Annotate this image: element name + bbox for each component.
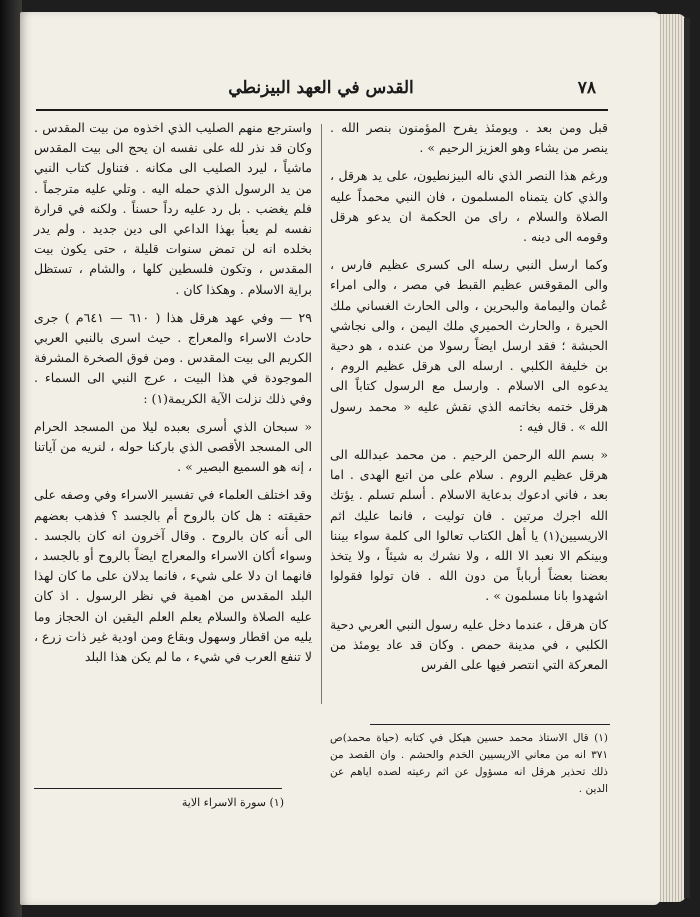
left-page-edge <box>0 0 22 917</box>
footnote-rule-left <box>34 788 282 789</box>
paragraph: « بسم الله الرحمن الرحيم . من محمد عبدالله الى هرقل عظيم الروم . سلام على من اتبع الهدى . اما بعد ، فاني ادعوك بدعاية الاسلام . أسلم تسلم . يؤتك الله اجرك مرتين . فان توليت ، فانما عليك اثم الاريسيين(١) يا أهل الكتاب تعالوا الى كلمة سواء بيننا وبينكم الا نعبد الا الله ، ولا نشرك به شيئاً ، ولا يتخذ بعضنا بعضاً أرباباً من دون الله . فان تولوا فقولوا اشهدوا بانا مسلمون » . <box>330 447 608 604</box>
page-number: ٧٨ <box>577 78 596 98</box>
header-rule <box>36 109 608 111</box>
right-column <box>330 118 608 683</box>
paragraph: قبل ومن بعد . ويومئذ يفرح المؤمنون بنصر الله . ينصر من يشاء وهو العزيز الرحيم » . <box>330 120 608 156</box>
quran-quote: « سبحان الذي أسرى بعبده ليلا من المسجد الحرام الى المسجد الأقصى الذي باركنا حوله ، لنريه من آياتنا ، إنه هو السميع البصير » . <box>34 418 312 475</box>
book-page <box>20 12 660 905</box>
footnote-left: (١) سورة الاسراء الاية <box>181 796 284 809</box>
footnote-right: (١) قال الاستاذ محمد حسين هيكل في كتابه (حياة محمد)ص ٣٧١ انه من معاني الاريسيين الخدم والحشم . وان القصد من ذلك تحذير هرقل انه مسؤول عن اثم رعيته لصده اياهم عن الدين . <box>330 732 608 795</box>
page-header <box>40 76 602 104</box>
paragraph: واسترجع منهم الصليب الذي اخذوه من بيت المقدس . وكان قد نذر لله على نفسه ان يحج الى بيت المقدس ماشياً ، ليرد الصليب الى مكانه . فتناول كتاب النبي من يد الرسول الذي حمله اليه . وتلي عليه مترجماً . فلم يغضب . بل رد عليه رداً حسناً . ولكنه في قرارة نفسه لم يعبأ بهذا الداعي الى دين جديد . ولم يدر بخلده انه لن تمض سنوات قليلة ، حتى يكون بيت المقدس ، وتكون فلسطين كلها ، والشام ، تستظل براية الاسلام . وهكذا كان . <box>34 120 312 297</box>
footnote-rule-right <box>370 724 610 725</box>
paragraph: ورغم هذا النصر الذي ناله البيزنطيون، على يد هرقل ، والذي كان يتمناه المسلمون ، فان النبي محمداً عليه الصلاة والسلام ، راى من الحكمة ان يدعو هرقل وقومه الى دينه . <box>330 168 608 245</box>
left-column <box>34 118 312 675</box>
paragraph: وكما ارسل النبي رسله الى كسرى عظيم فارس ، والى المقوقس عظيم القبط في مصر ، والى امراء عُمان واليمامة والبحرين ، والى الحارث الغساني ملك الحيرة ، والحارث الحميري ملك اليمن ، والى نجاشي الحبشة ؛ فقد ارسل ايضاً رسولا من عنده ، هو دحية بن خليفة الكلبي . ارسله الى هرقل عظيم الروم ، يدعوه الى الاسلام . وارسل مع الرسول كتاباً الى هرقل ختمه بخاتمه الذي نقش عليه « محمد رسول الله » . قال فيه : <box>330 257 608 434</box>
column-divider <box>321 124 322 704</box>
paragraph: وقد اختلف العلماء في تفسير الاسراء وفي وصفه على حقيقته : هل كان بالروح أم بالجسد ؟ فذهب بعضهم الى أنه كان بالروح . وقال آخرون انه كان بالجسد . وسواء أكان الاسراء والمعراج ايضاً بالروح أو بالجسد ، فانهما ان دلا على شيء ، فانما يدلان على ما كان لهذا البلد المقدس من اهمية في نظر الرسول . اذ كان عليه الصلاة والسلام يعلم العلم اليقين ان الحجاز وما يليه من اقطار وسهول وبقاع ومن اودية غير ذات زرع ، لا تنفع العرب في شيء ، ما لم يكن هذا البلد <box>34 487 312 665</box>
running-title: القدس في العهد البيزنطي <box>228 78 414 98</box>
page-stack-shadow <box>684 18 690 898</box>
paragraph: ٢٩ — وفي عهد هرقل هذا ( ٦١٠ — ٦٤١م ) جرى حادث الاسراء والمعراج . حيث اسرى بالنبي العربي الكريم الى بيت المقدس . ومن فوق الصخرة المشرفة الموجودة في هذا البيت ، عرج النبي الى السماء . وفي ذلك نزلت الآية الكريمة(١) : <box>34 309 312 406</box>
page-content <box>20 12 660 905</box>
paragraph: كان هرقل ، عندما دخل عليه رسول النبي العربي دحية الكلبي ، في مدينة حمص . وكان قد عاد يومئذ من المعركة التي انتصر فيها على الفرس <box>330 616 608 673</box>
